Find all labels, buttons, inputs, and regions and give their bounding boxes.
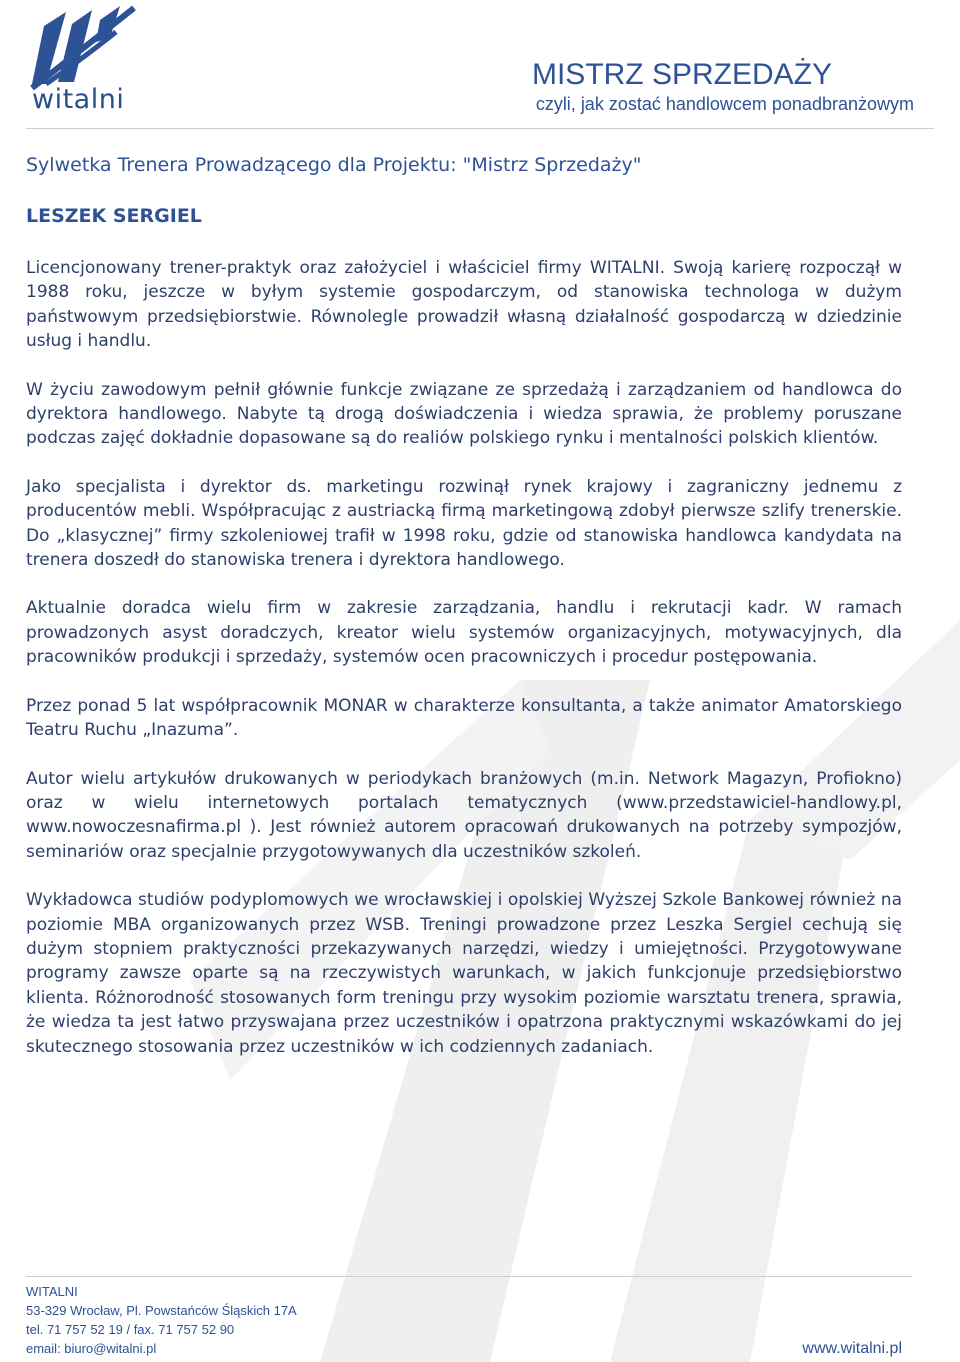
footer-company: WITALNI <box>26 1284 78 1299</box>
document-title: MISTRZ SPRZEDAŻY <box>531 58 832 91</box>
biography-paragraph: Autor wielu artykułów drukowanych w periodykach branżowych (m.in. Network Magazyn, Profiokno) oraz w wielu internetowych portalach tematycznych (www.przedstawiciel-handlowy.pl, www.nowoczesnafirma.pl ). Jest również autorem opracowań drukowanych na potrzeby sympozjów, seminariów oraz specjalnie przygotowywanych dla uczestników szkoleń. <box>26 768 902 862</box>
biography <box>26 256 902 1083</box>
footer-contact <box>26 1282 297 1358</box>
biography-paragraph: Aktualnie doradca wielu firm w zakresie zarządzania, handlu i rekrutacji kadr. W ramach prowadzonych asyst doradczych, kreator wielu systemów organizacyjnych, motywacyjnych, dla pracowników produkcji i sprzedaży, systemów ocen pracowniczych i procedur postępowania. <box>26 598 902 668</box>
biography-paragraph: Licencjonowany trener-praktyk oraz założyciel i właściciel firmy WITALNI. Swoją karierę rozpoczął w 1988 roku, jeszcze w byłym systemie gospodarczym, od stanowiska technologa w dużym państwowym przedsiębiorstwie. Równolegle prowadził własną działalność gospodarczą w dziedzinie usług i handlu. <box>26 258 902 352</box>
biography-paragraph: W życiu zawodowym pełnił głównie funkcje związane ze sprzedażą i zarządzaniem od handlowca do dyrektora handlowego. Nabyte tą drogą doświadczenia i wiedza sprawia, że problemy poruszane podczas zajęć dokładnie dopasowane są do realiów polskiego rynku i mentalności polskich klientów. <box>26 379 902 449</box>
footer-divider <box>26 1276 912 1277</box>
footer-phone: tel. 71 757 52 19 / fax. 71 757 52 90 <box>26 1322 235 1337</box>
biography-paragraph: Jako specjalista i dyrektor ds. marketingu rozwinął rynek krajowy i zagraniczny jednemu z producentów mebli. Współpracując z austriacką firmą marketingową zdobył pierwsze szlify trenerskie. Do „klasycznej” firmy szkoleniowej trafił w 1998 roku, gdzie od stanowiska handlowca kandydata na trenera doszedł do stanowiska trenera i dyrektora handlowego. <box>26 476 902 571</box>
footer-website-link[interactable]: www.witalni.pl <box>802 1340 902 1357</box>
trainer-name: LESZEK SERGIEL <box>26 205 202 227</box>
footer-email[interactable]: email: biuro@witalni.pl <box>26 1341 157 1356</box>
biography-paragraph: Wykładowca studiów podyplomowych we wrocławskiej i opolskiej Wyższej Szkole Bankowej również na poziomie MBA organizowanych przez WSB. Treningi prowadzone przez Leszka Sergiel cechują się dużym stopniem praktyczności przekazywanych narzędzi, wiedzy i umiejętności. Przygotowywane programy zawsze oparte są na rzeczywistych warunkach, w jakich funkcjonuje przedsiębiorstwo klienta. Różnorodność stosowanych form treningu przy wysokim poziomie warsztatu trenera, sprawia, że wiedza ta jest łatwo przyswajana przez uczestników i opatrzona praktycznymi wskazówkami do jej skutecznego stosowania przez uczestników w ich codziennych zadaniach. <box>26 890 902 1057</box>
logo-wordmark: witalni <box>32 84 125 115</box>
footer-address: 53-329 Wrocław, Pl. Powstańców Śląskich 17A <box>26 1303 297 1318</box>
document-subtitle: czyli, jak zostać handlowcem ponadbranżowym <box>535 94 914 114</box>
header-divider <box>26 128 934 129</box>
section-title: Sylwetka Trenera Prowadzącego dla Projektu: "Mistrz Sprzedaży" <box>26 154 642 176</box>
biography-paragraph: Przez ponad 5 lat współpracownik MONAR w charakterze konsultanta, a także animator Amatorskiego Teatru Ruchu „Inazuma”. <box>26 695 902 741</box>
